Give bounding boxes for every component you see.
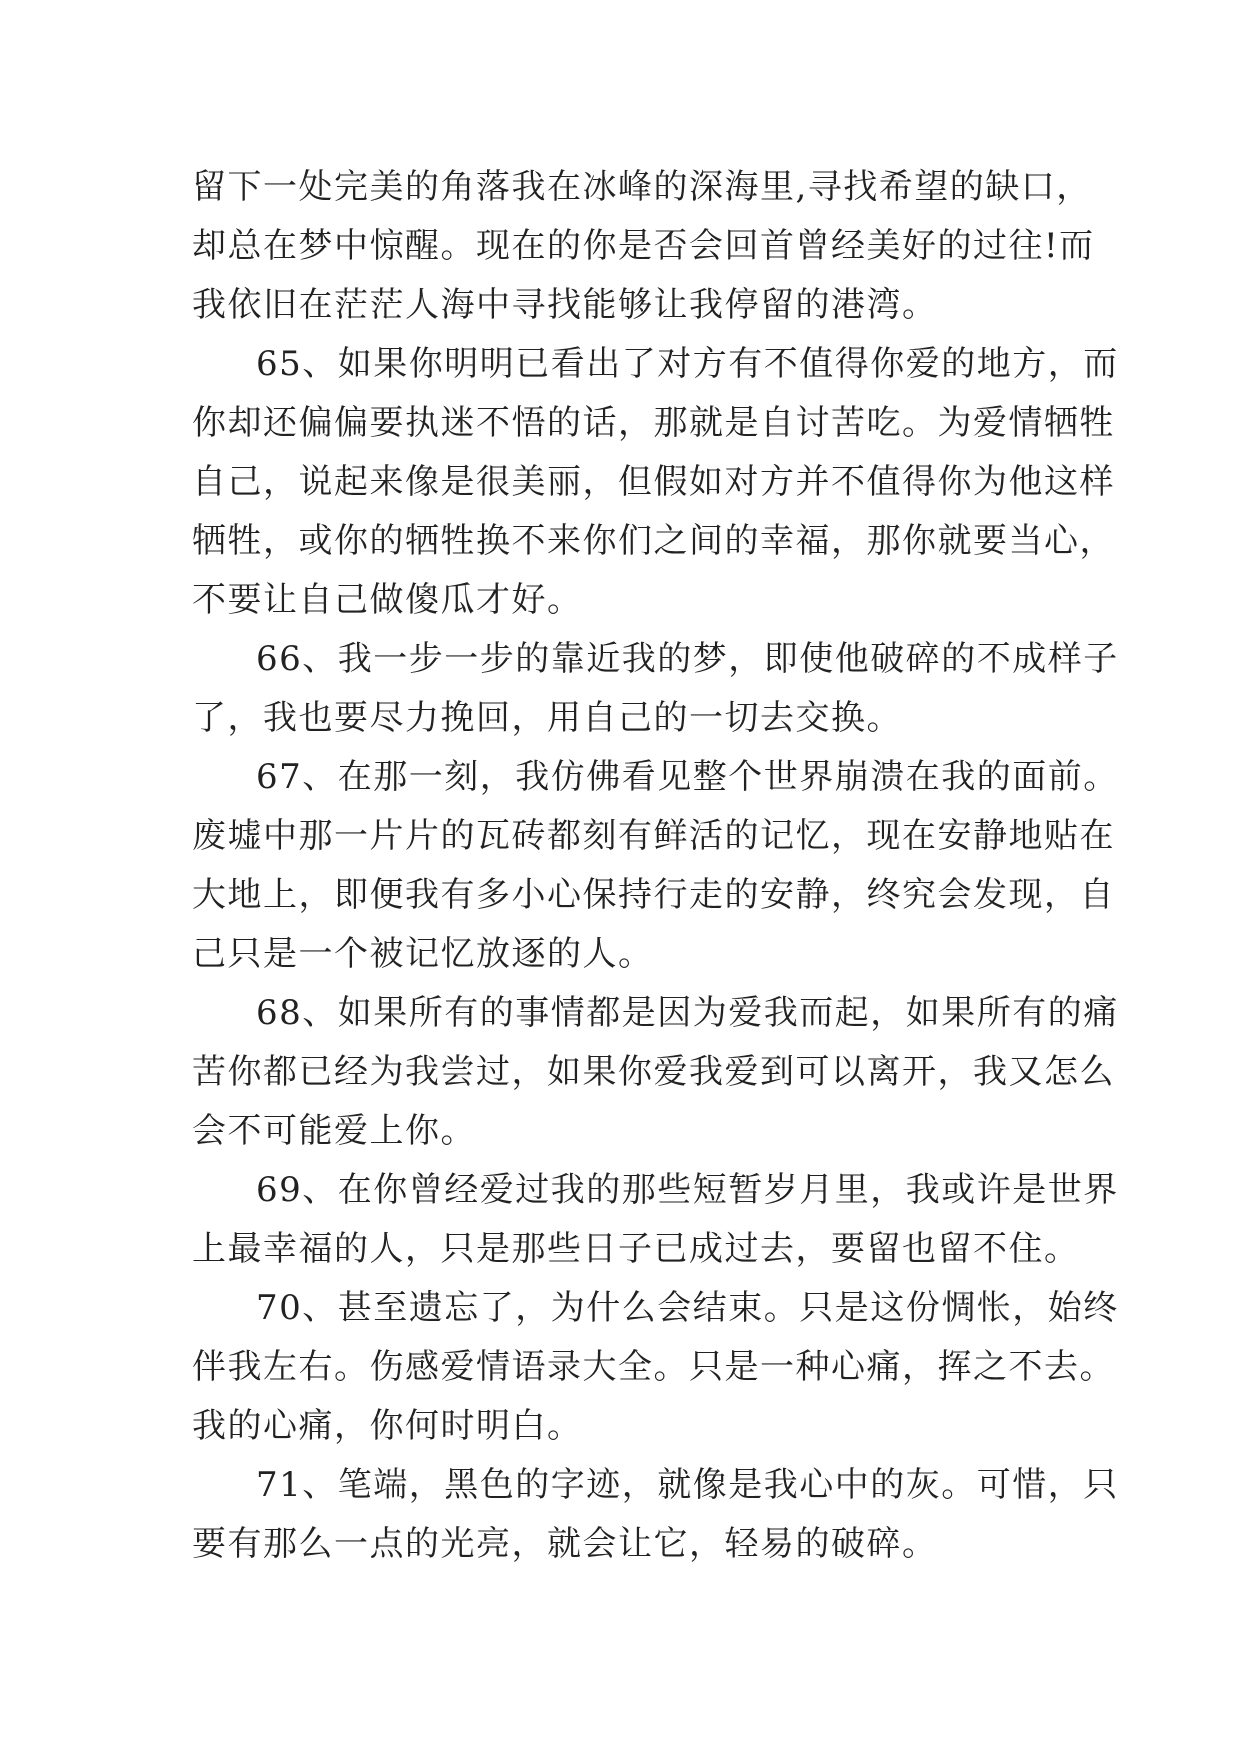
text-line: 会不可能爱上你。 — [192, 1111, 476, 1151]
paragraph — [192, 630, 1119, 748]
text-line: 你却还偏偏要执迷不悟的话，那就是自讨苦吃。为爱情牺牲 — [192, 403, 1115, 443]
text-line: 70、甚至遗忘了，为什么会结束。只是这份惆怅，始终 — [256, 1288, 1119, 1328]
text-line: 自己，说起来像是很美丽，但假如对方并不值得你为他这样 — [192, 462, 1115, 502]
text-line: 苦你都已经为我尝过，如果你爱我爱到可以离开，我又怎么 — [192, 1052, 1115, 1092]
text-line: 71、笔端，黑色的字迹，就像是我心中的灰。可惜，只 — [256, 1465, 1119, 1505]
text-line: 不要让自己做傻瓜才好。 — [192, 580, 583, 620]
paragraph — [192, 335, 1119, 630]
text-line: 66、我一步一步的靠近我的梦，即使他破碎的不成样子 — [256, 639, 1119, 679]
text-line: 却总在梦中惊醒。现在的你是否会回首曾经美好的过往!而 — [192, 226, 1095, 266]
paragraph — [192, 1456, 1119, 1574]
text-line: 己只是一个被记忆放逐的人。 — [192, 934, 654, 974]
text-line: 了，我也要尽力挽回，用自己的一切去交换。 — [192, 698, 902, 738]
text-line: 67、在那一刻，我仿佛看见整个世界崩溃在我的面前。 — [256, 757, 1119, 797]
text-line: 68、如果所有的事情都是因为爱我而起，如果所有的痛 — [256, 993, 1119, 1033]
text-line: 上最幸福的人，只是那些日子已成过去，要留也留不住。 — [192, 1229, 1080, 1269]
text-line: 伴我左右。伤感爱情语录大全。只是一种心痛，挥之不去。 — [192, 1347, 1115, 1387]
paragraph — [192, 1279, 1119, 1456]
text-line: 大地上，即便我有多小心保持行走的安静，终究会发现，自 — [192, 875, 1115, 915]
text-line: 牺牲，或你的牺牲换不来你们之间的幸福，那你就要当心， — [192, 521, 1115, 561]
paragraph — [192, 748, 1119, 984]
text-line: 65、如果你明明已看出了对方有不值得你爱的地方，而 — [256, 344, 1119, 384]
text-line: 69、在你曾经爱过我的那些短暂岁月里，我或许是世界 — [256, 1170, 1119, 1210]
paragraph — [192, 984, 1119, 1161]
text-line: 我的心痛，你何时明白。 — [192, 1406, 583, 1446]
text-line: 留下一处完美的角落我在冰峰的深海里,寻找希望的缺口， — [192, 167, 1092, 207]
text-line: 要有那么一点的光亮，就会让它，轻易的破碎。 — [192, 1524, 938, 1564]
text-line: 我依旧在茫茫人海中寻找能够让我停留的港湾。 — [192, 285, 938, 325]
paragraph — [192, 158, 1095, 335]
document-body — [192, 158, 1119, 1574]
paragraph — [192, 1161, 1119, 1279]
text-line: 废墟中那一片片的瓦砖都刻有鲜活的记忆，现在安静地贴在 — [192, 816, 1115, 856]
